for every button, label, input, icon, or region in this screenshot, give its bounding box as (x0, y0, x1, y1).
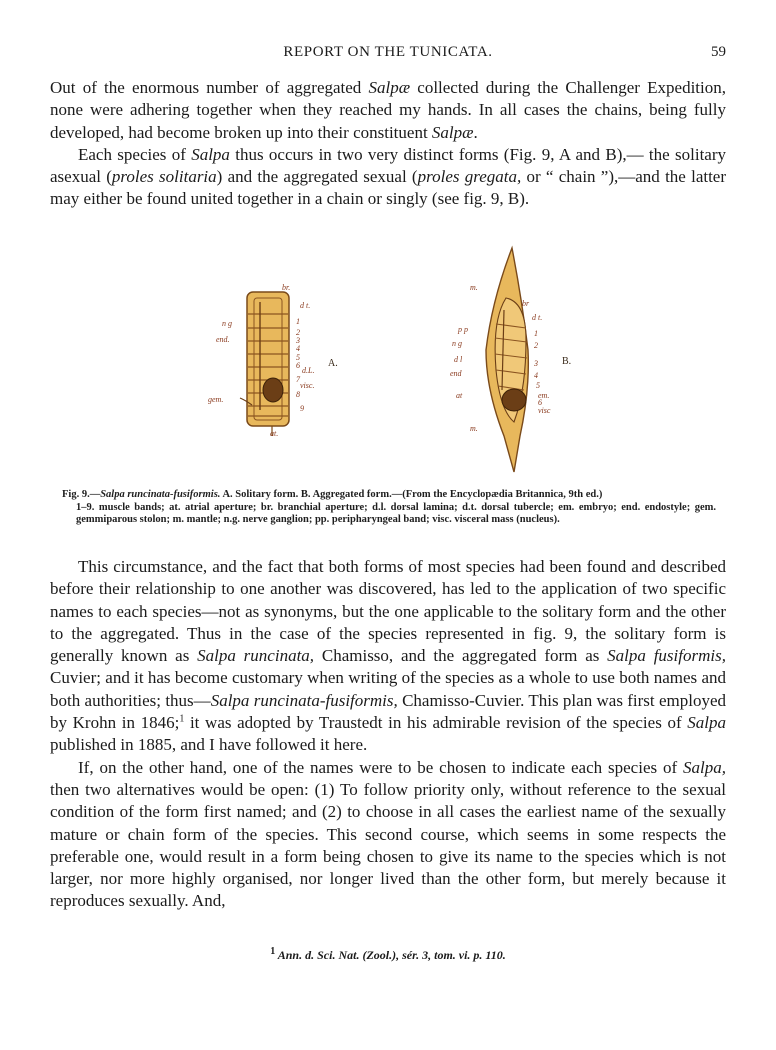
italic-term: Salpa fusiformis, (607, 646, 726, 666)
label-b-visc: visc (538, 406, 551, 415)
label-a-6: 6 (296, 361, 300, 370)
italic-term: Salpa, (683, 757, 726, 777)
label-a-8: 8 (296, 390, 300, 399)
salpa-illustration (200, 240, 600, 480)
figure-9 (200, 240, 600, 480)
label-a-br: br. (282, 283, 291, 292)
italic-term: proles gregata, (417, 167, 522, 187)
label-a-visc: visc. (300, 381, 315, 390)
label-a-end: end. (216, 335, 230, 344)
text-run: This circumstance, and the fact that both forms of most species had been found and described before their relationship to one another was discovered, has led to the application of two specific names to each species—not as synonyms, but the one applicable to the solitary form and the other to the aggregated. Thus in the case of the species represented in fig. 9, the solitary form is generally known as (50, 557, 726, 666)
italic-term: Salpa runcinata-fusiformis, (210, 690, 398, 710)
italic-term: Salpæ (431, 122, 474, 142)
italic-term: Salpa (191, 144, 230, 164)
label-a-dt: d t. (300, 301, 311, 310)
label-b-3: 3 (534, 359, 538, 368)
label-a-1: 1 (296, 317, 300, 326)
label-b-pp: p p (458, 325, 468, 334)
label-b-at: at (456, 391, 463, 400)
text-run: published in 1885, and I have followed it here. (50, 735, 368, 755)
italic-term: Salpæ (368, 78, 411, 97)
text-run: ) and the aggregated sexual ( (216, 167, 418, 187)
footnote-marker: 1 (179, 713, 185, 725)
footnote-text: Ann. d. Sci. Nat. (Zool.), sér. 3, tom. vi. p. 110. (275, 948, 506, 962)
aggregated-embryo (502, 389, 526, 411)
label-b-6: 6 (538, 398, 542, 407)
label-b-end: end (450, 369, 462, 378)
text-run: or “ chain ”),—and the latter may either be found united together in a chain or singly (see fig. 9, B). (50, 167, 727, 209)
text-run: it was adopted by Traustedt in his admirable revision of the species of (184, 713, 688, 733)
caption-legend: 1–9. muscle bands; at. atrial aperture; br. branchial aperture; d.l. dorsal lamina; d.t. dorsal tubercle; em. embryo; end. endostyle; gem. gemmiparous stolon; m. mantle; n.g. nerve ganglion; pp. peripharyngeal band; visc. visceral mass (nucleus). (76, 501, 716, 526)
label-a-ng: n g (222, 319, 232, 328)
text-run: Chamisso-Cuvier. This plan was first employed by Krohn in 1846; (50, 690, 726, 733)
label-b-m-bottom: m. (470, 424, 478, 433)
panel-b-letter: B. (562, 356, 572, 367)
panel-b-specimen (486, 248, 528, 472)
footnote (50, 948, 726, 963)
label-a-4: 4 (296, 344, 300, 353)
caption-forms: A. Solitary form. B. Aggregated form.—(From the Encyclopædia Britannica, 9th ed.) (220, 489, 603, 500)
label-a-5: 5 (296, 353, 300, 362)
caption-species: Salpa runcinata-fusiformis. (100, 489, 221, 500)
running-head (50, 44, 726, 66)
label-a-3: 3 (296, 336, 300, 345)
figure-caption (62, 489, 716, 527)
label-a-dl: d.L. (302, 366, 315, 375)
label-a-9: 9 (300, 404, 304, 413)
body-text-bottom (50, 556, 726, 913)
caption-dash: — (89, 489, 101, 500)
label-b-5: 5 (536, 381, 540, 390)
italic-term: Salpa (687, 713, 726, 733)
label-b-dt: d t. (532, 313, 543, 322)
label-b-ng: n g (452, 339, 462, 348)
solitary-visceral-mass (263, 378, 283, 402)
text-run: If, on the other hand, one of the names were to be chosen to indicate each species of (78, 757, 684, 777)
label-a-gem: gem. (208, 395, 224, 404)
italic-term: proles solitaria (111, 167, 217, 187)
italic-term: Salpa runcinata, (197, 646, 315, 666)
text-run: Chamisso, and the aggregated form as (314, 646, 608, 666)
running-title: REPORT ON THE TUNICATA. (283, 44, 493, 60)
text-run: thus occurs in two very distinct forms (Fig. 9, A and B),— the solitary asexual ( (50, 144, 726, 187)
footnote-number: 1 (270, 946, 276, 957)
text-run: . (473, 122, 478, 142)
text-run: Each species of (78, 144, 192, 164)
label-a-2: 2 (296, 328, 300, 337)
panel-a-specimen (240, 292, 289, 436)
label-b-1: 1 (534, 329, 538, 338)
label-b-m-top: m. (470, 283, 478, 292)
text-run: Out of the enormous number of aggregated (50, 78, 369, 97)
paragraph-3 (50, 556, 726, 757)
text-run: then two alternatives would be open: (1) To follow priority only, without reference to the sexual condition of the form first named; and (2) to choose in all cases the earliest name of the sexually mature or chain form of the species. This second course, which seems in some respects the preferable one, would result in a form being chosen to give its name to the species which is not larger, nor more highly organised, nor longer lived than the other form, but merely because it reproduces sexually. And, (50, 779, 726, 911)
label-b-br: br (522, 299, 530, 308)
label-a-at: at. (270, 429, 279, 438)
text-run: Cuvier; and it has become customary when writing of the species as a whole to use both names and both authorities; thus— (50, 668, 726, 710)
label-b-4: 4 (534, 371, 538, 380)
paragraph-2 (50, 144, 726, 211)
label-b-dl: d l (454, 355, 463, 364)
text-run: collected during the Challenger Expedition, none were adhering together when they reached my hands. In all cases the chains, being fully developed, had become broken up into their constituent (50, 78, 726, 142)
label-b-em: em. (538, 391, 550, 400)
paragraph-4 (50, 757, 726, 913)
body-text-top (50, 77, 726, 211)
paragraph-1 (50, 77, 726, 144)
label-b-2: 2 (534, 341, 538, 350)
label-a-7: 7 (296, 375, 300, 384)
panel-a-letter: A. (328, 358, 338, 369)
page-number: 59 (711, 44, 726, 60)
caption-fig-label: Fig. 9. (62, 489, 90, 500)
